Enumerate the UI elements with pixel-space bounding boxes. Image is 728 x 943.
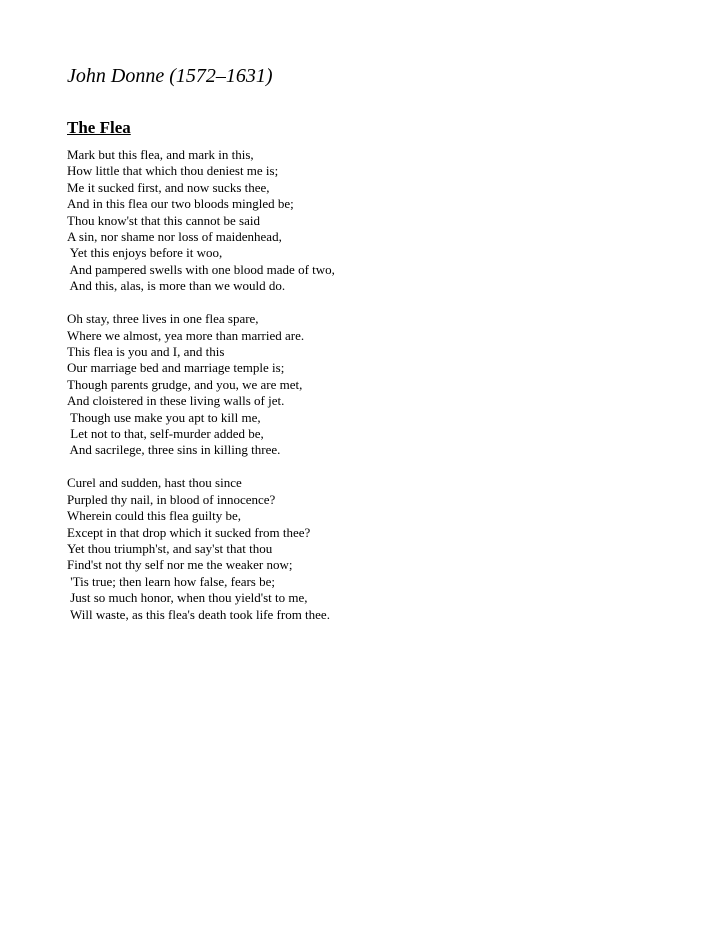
poem-line: Will waste, as this flea's death took life from thee. xyxy=(67,606,330,622)
poem-line: Thou know'st that this cannot be said xyxy=(67,212,260,228)
poem-line: Yet thou triumph'st, and say'st that thou xyxy=(67,540,273,556)
poem-line: Curel and sudden, hast thou since xyxy=(67,475,242,491)
poem-line: Oh stay, three lives in one flea spare, xyxy=(67,311,259,327)
poem-line: Just so much honor, when thou yield'st to me, xyxy=(67,590,308,606)
poem-line: This flea is you and I, and this xyxy=(67,343,225,359)
poem-line: Mark but this flea, and mark in this, xyxy=(67,147,254,162)
poem-line: Though parents grudge, and you, we are met, xyxy=(67,376,303,392)
author-heading: John Donne (1572–1631) xyxy=(67,65,273,87)
poem-line: And pampered swells with one blood made of two, xyxy=(67,261,335,277)
stanza-2 xyxy=(67,311,667,459)
poem-line: Let not to that, self-murder added be, xyxy=(67,426,264,441)
poem-line: Find'st not thy self nor me the weaker now; xyxy=(67,557,293,573)
stanza-1 xyxy=(67,147,667,295)
poem-line: And cloistered in these living walls of jet. xyxy=(67,393,285,409)
poem-line: Where we almost, yea more than married are. xyxy=(67,327,305,343)
poem-line: And sacrilege, three sins in killing three. xyxy=(67,442,281,458)
poem-line: And in this flea our two bloods mingled be; xyxy=(67,196,294,212)
stanza-3 xyxy=(67,475,667,623)
poem-body xyxy=(67,147,667,623)
poem-line: Purpled thy nail, in blood of innocence? xyxy=(67,491,276,507)
poem-line: Yet this enjoys before it woo, xyxy=(67,245,223,261)
poem-line: Me it sucked first, and now sucks thee, xyxy=(67,179,270,195)
poem-line: Our marriage bed and marriage temple is; xyxy=(67,360,285,376)
poem-line: A sin, nor shame nor loss of maidenhead, xyxy=(67,229,282,245)
poem-line: Wherein could this flea guilty be, xyxy=(67,508,242,524)
poem-line: And this, alas, is more than we would do. xyxy=(67,278,286,294)
poem-title: The Flea xyxy=(67,118,131,137)
poem-line: Except in that drop which it sucked from thee? xyxy=(67,524,311,540)
poem-line: 'Tis true; then learn how false, fears be; xyxy=(67,573,275,589)
poem-line: Though use make you apt to kill me, xyxy=(67,409,261,425)
poem-line: How little that which thou deniest me is; xyxy=(67,163,279,179)
poem-page xyxy=(67,62,667,639)
